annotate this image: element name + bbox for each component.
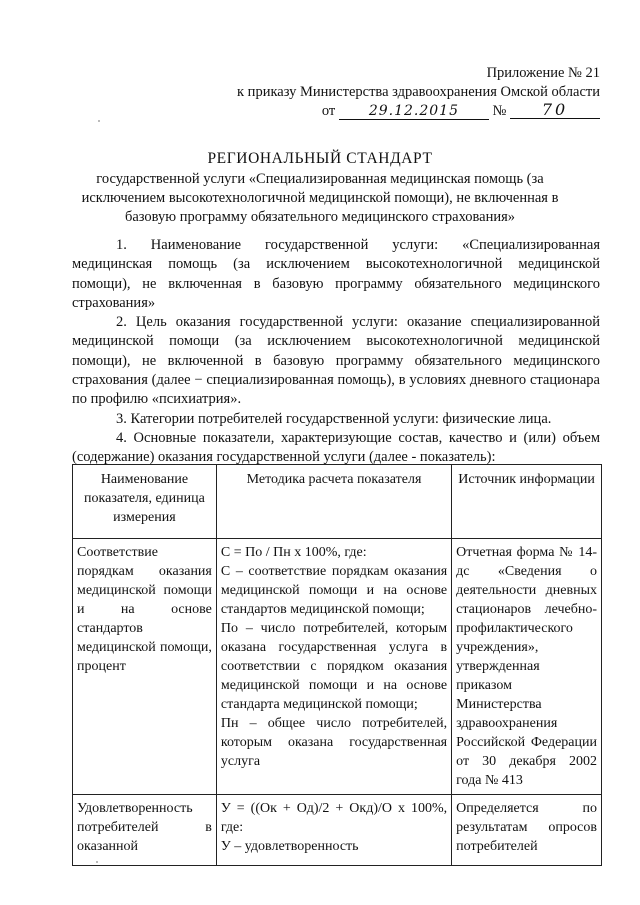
header-calculation-method: Методика расчета показателя: [216, 465, 451, 539]
header-information-source: Источник информации: [452, 465, 602, 539]
formula-line: С = По / Пн х 100%, где:: [220, 545, 367, 560]
appendix-header: [180, 64, 600, 121]
indicator-name-cell: Соответствие порядкам оказания медицинской помощи и на основе стандартов медицинской помощи, процент: [73, 539, 217, 795]
scan-speck: [96, 861, 98, 863]
from-label: от: [321, 103, 336, 119]
document-body: [72, 236, 600, 468]
indicator-name-cell: Удовлетворенность потребителей в оказанной: [73, 795, 217, 866]
handwritten-number: 70: [510, 102, 600, 119]
formula-line: У = ((Ок + Од)/2 + Окд)/О х 100%, где:: [220, 801, 448, 835]
table-header-row: [73, 465, 602, 539]
order-date-line: [180, 102, 600, 121]
definition-line: С – соответствие порядкам оказания медицинской помощи и на основе стандартов медицинской помощи;: [220, 564, 448, 617]
information-source-cell: Определяется по результатам опросов потребителей: [452, 795, 602, 866]
document-title: РЕГИОНАЛЬНЫЙ СТАНДАРТ: [207, 150, 433, 167]
header-indicator-name: Наименование показателя, единица измерения: [73, 465, 217, 539]
definition-line: У – удовлетворенность: [220, 839, 359, 854]
handwritten-date: 29.12.2015: [339, 103, 489, 120]
document-subtitle: государственной услуги «Специализированная медицинская помощь (за исключением высокотехнологичной медицинской помощи), не включенная в базовую программу обязательного медицинского страхования»: [81, 171, 559, 225]
paragraph-service-goal: 2. Цель оказания государственной услуги: оказание специализированной медицинской помощи (за исключением высокотехнологичной медицинской помощи), не включенной в базовую программу обязательного медицинского страхования (далее − специализированная помощь), в условиях дневного стационара по профилю «психиатрия».: [72, 314, 600, 408]
number-label: №: [492, 103, 507, 119]
scan-speck: [98, 120, 100, 122]
indicators-table: [72, 464, 602, 866]
calculation-method-cell: [216, 539, 451, 795]
table-row: [73, 539, 602, 795]
information-source-cell: Отчетная форма № 14-дс «Сведения о деятельности дневных стационаров лечебно-профилактического учреждения», утвержденная приказом Министерства здравоохранения Российской Федерации от 30 декабря 2002 года № 413: [452, 539, 602, 795]
order-line: к приказу Министерства здравоохранения Омской области: [237, 84, 600, 100]
definition-line: По – число потребителей, которым оказана государственная услуга в соответствии с порядком оказания медицинской помощи и на основе стандарта медицинской помощи;: [220, 621, 448, 712]
calculation-method-cell: [216, 795, 451, 866]
paragraph-service-name: 1. Наименование государственной услуги: «Специализированная медицинская помощь (за исключением высокотехнологичной медицинской помощи), не включенная в базовую программу обязательного медицинского страхования»: [72, 237, 600, 311]
definition-line: Пн – общее число потребителей, которым оказана государственная услуга: [220, 716, 448, 769]
paragraph-consumer-categories: 3. Категории потребителей государственной услуги: физические лица.: [116, 410, 552, 427]
appendix-label: Приложение № 21: [486, 65, 600, 81]
table-row: [73, 795, 602, 866]
paragraph-indicators-intro: 4. Основные показатели, характеризующие состав, качество и (или) объем (содержание) оказания государственной услуги (далее - показатель):: [72, 429, 600, 466]
